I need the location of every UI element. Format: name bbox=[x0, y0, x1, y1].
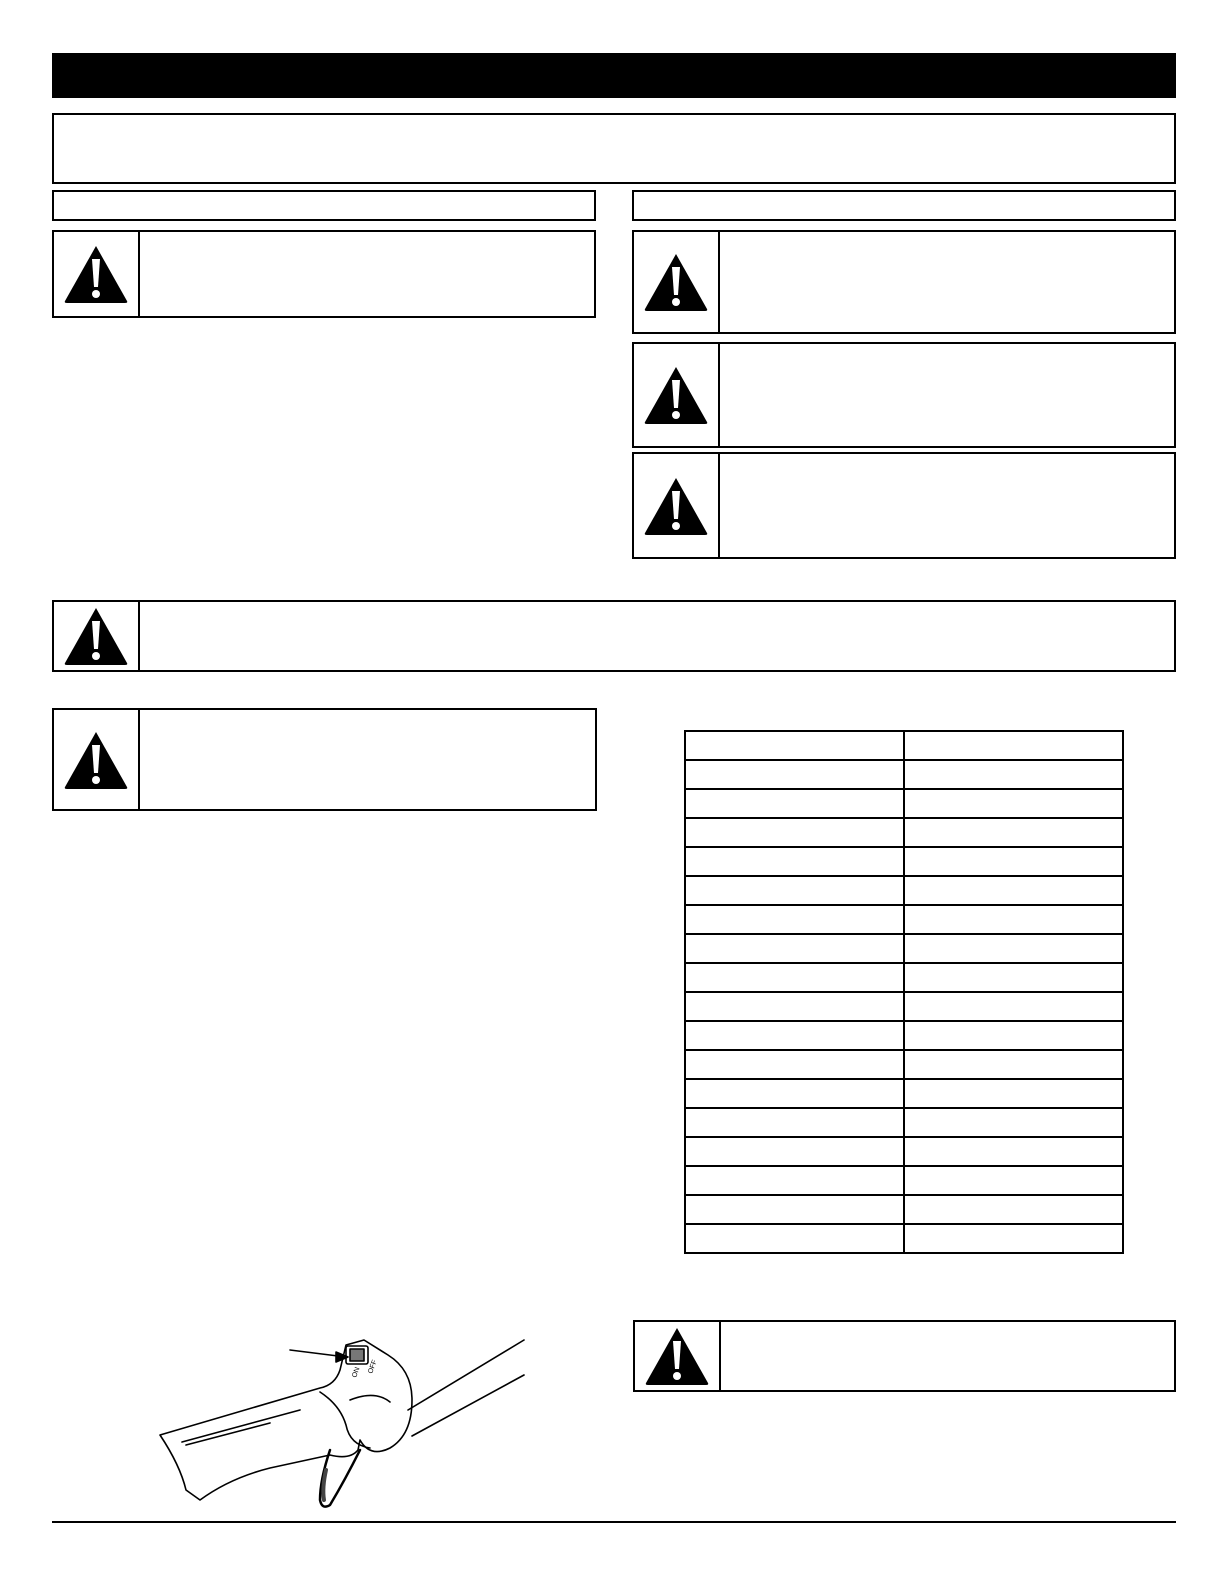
spec-value-cell bbox=[904, 1079, 1123, 1108]
warning-text-5 bbox=[140, 602, 1174, 670]
page-title-bar bbox=[52, 53, 1176, 98]
spec-label-cell bbox=[685, 934, 904, 963]
table-row bbox=[685, 789, 1123, 818]
table-row bbox=[685, 760, 1123, 789]
warning-icon-cell bbox=[634, 344, 720, 446]
spec-label-cell bbox=[685, 789, 904, 818]
spec-value-cell bbox=[904, 760, 1123, 789]
warning-text-6 bbox=[140, 710, 595, 809]
spec-value-cell bbox=[904, 992, 1123, 1021]
warning-text-4 bbox=[720, 454, 1174, 557]
table-row bbox=[685, 963, 1123, 992]
warning-triangle-icon bbox=[642, 475, 710, 537]
warning-text-7 bbox=[721, 1322, 1174, 1390]
spec-label-cell bbox=[685, 1079, 904, 1108]
table-row bbox=[685, 876, 1123, 905]
spec-value-cell bbox=[904, 876, 1123, 905]
table-row bbox=[685, 1166, 1123, 1195]
spec-value-cell bbox=[904, 1137, 1123, 1166]
warning-triangle-icon bbox=[642, 364, 710, 426]
warning-box-2 bbox=[632, 230, 1176, 334]
spec-value-cell bbox=[904, 731, 1123, 760]
table-row bbox=[685, 934, 1123, 963]
spec-value-cell bbox=[904, 1195, 1123, 1224]
spec-label-cell bbox=[685, 1108, 904, 1137]
left-section-heading bbox=[52, 190, 596, 221]
warning-icon-cell bbox=[54, 710, 140, 809]
spec-label-cell bbox=[685, 1195, 904, 1224]
warning-icon-cell bbox=[54, 232, 140, 316]
warning-box-5 bbox=[52, 600, 1176, 672]
spec-table bbox=[684, 730, 1124, 1254]
spec-value-cell bbox=[904, 1021, 1123, 1050]
right-section-heading bbox=[632, 190, 1176, 221]
table-row bbox=[685, 1079, 1123, 1108]
spec-value-cell bbox=[904, 1224, 1123, 1253]
spec-label-cell bbox=[685, 1224, 904, 1253]
warning-box-4 bbox=[632, 452, 1176, 559]
spec-label-cell bbox=[685, 905, 904, 934]
spec-value-cell bbox=[904, 818, 1123, 847]
table-row bbox=[685, 905, 1123, 934]
spec-value-cell bbox=[904, 1108, 1123, 1137]
spec-label-cell bbox=[685, 876, 904, 905]
spec-value-cell bbox=[904, 905, 1123, 934]
spec-value-cell bbox=[904, 1050, 1123, 1079]
table-row bbox=[685, 1021, 1123, 1050]
table-row bbox=[685, 992, 1123, 1021]
spec-value-cell bbox=[904, 963, 1123, 992]
warning-triangle-icon bbox=[62, 605, 130, 667]
table-row bbox=[685, 1224, 1123, 1253]
table-row bbox=[685, 1050, 1123, 1079]
warning-text-1 bbox=[140, 232, 594, 316]
spec-label-cell bbox=[685, 818, 904, 847]
table-row bbox=[685, 1137, 1123, 1166]
table-row bbox=[685, 731, 1123, 760]
trimmer-handle-drawing bbox=[150, 1330, 540, 1520]
warning-box-1 bbox=[52, 230, 596, 318]
spec-label-cell bbox=[685, 992, 904, 1021]
warning-box-7 bbox=[633, 1320, 1176, 1392]
spec-value-cell bbox=[904, 847, 1123, 876]
warning-icon-cell bbox=[635, 1322, 721, 1390]
spec-label-cell bbox=[685, 1050, 904, 1079]
spec-label-cell bbox=[685, 1021, 904, 1050]
spec-label-cell bbox=[685, 760, 904, 789]
switch-on-label: ON bbox=[351, 1366, 362, 1379]
warning-triangle-icon bbox=[643, 1325, 711, 1387]
warning-icon-cell bbox=[54, 602, 140, 670]
spec-label-cell bbox=[685, 1137, 904, 1166]
warning-triangle-icon bbox=[642, 251, 710, 313]
warning-text-3 bbox=[720, 344, 1174, 446]
table-row bbox=[685, 1195, 1123, 1224]
trimmer-handle-illustration bbox=[150, 1330, 540, 1520]
spec-value-cell bbox=[904, 934, 1123, 963]
switch-off-label: OFF bbox=[367, 1359, 379, 1375]
spec-value-cell bbox=[904, 789, 1123, 818]
table-row bbox=[685, 1108, 1123, 1137]
spec-label-cell bbox=[685, 847, 904, 876]
warning-icon-cell bbox=[634, 454, 720, 557]
table-row bbox=[685, 847, 1123, 876]
warning-text-2 bbox=[720, 232, 1174, 332]
table-row bbox=[685, 818, 1123, 847]
warning-box-3 bbox=[632, 342, 1176, 448]
spec-label-cell bbox=[685, 1166, 904, 1195]
spec-label-cell bbox=[685, 731, 904, 760]
warning-icon-cell bbox=[634, 232, 720, 332]
warning-box-6 bbox=[52, 708, 597, 811]
warning-triangle-icon bbox=[62, 243, 130, 305]
intro-box bbox=[52, 113, 1176, 184]
spec-value-cell bbox=[904, 1166, 1123, 1195]
warning-triangle-icon bbox=[62, 729, 130, 791]
spec-label-cell bbox=[685, 963, 904, 992]
footer-rule bbox=[52, 1521, 1176, 1523]
